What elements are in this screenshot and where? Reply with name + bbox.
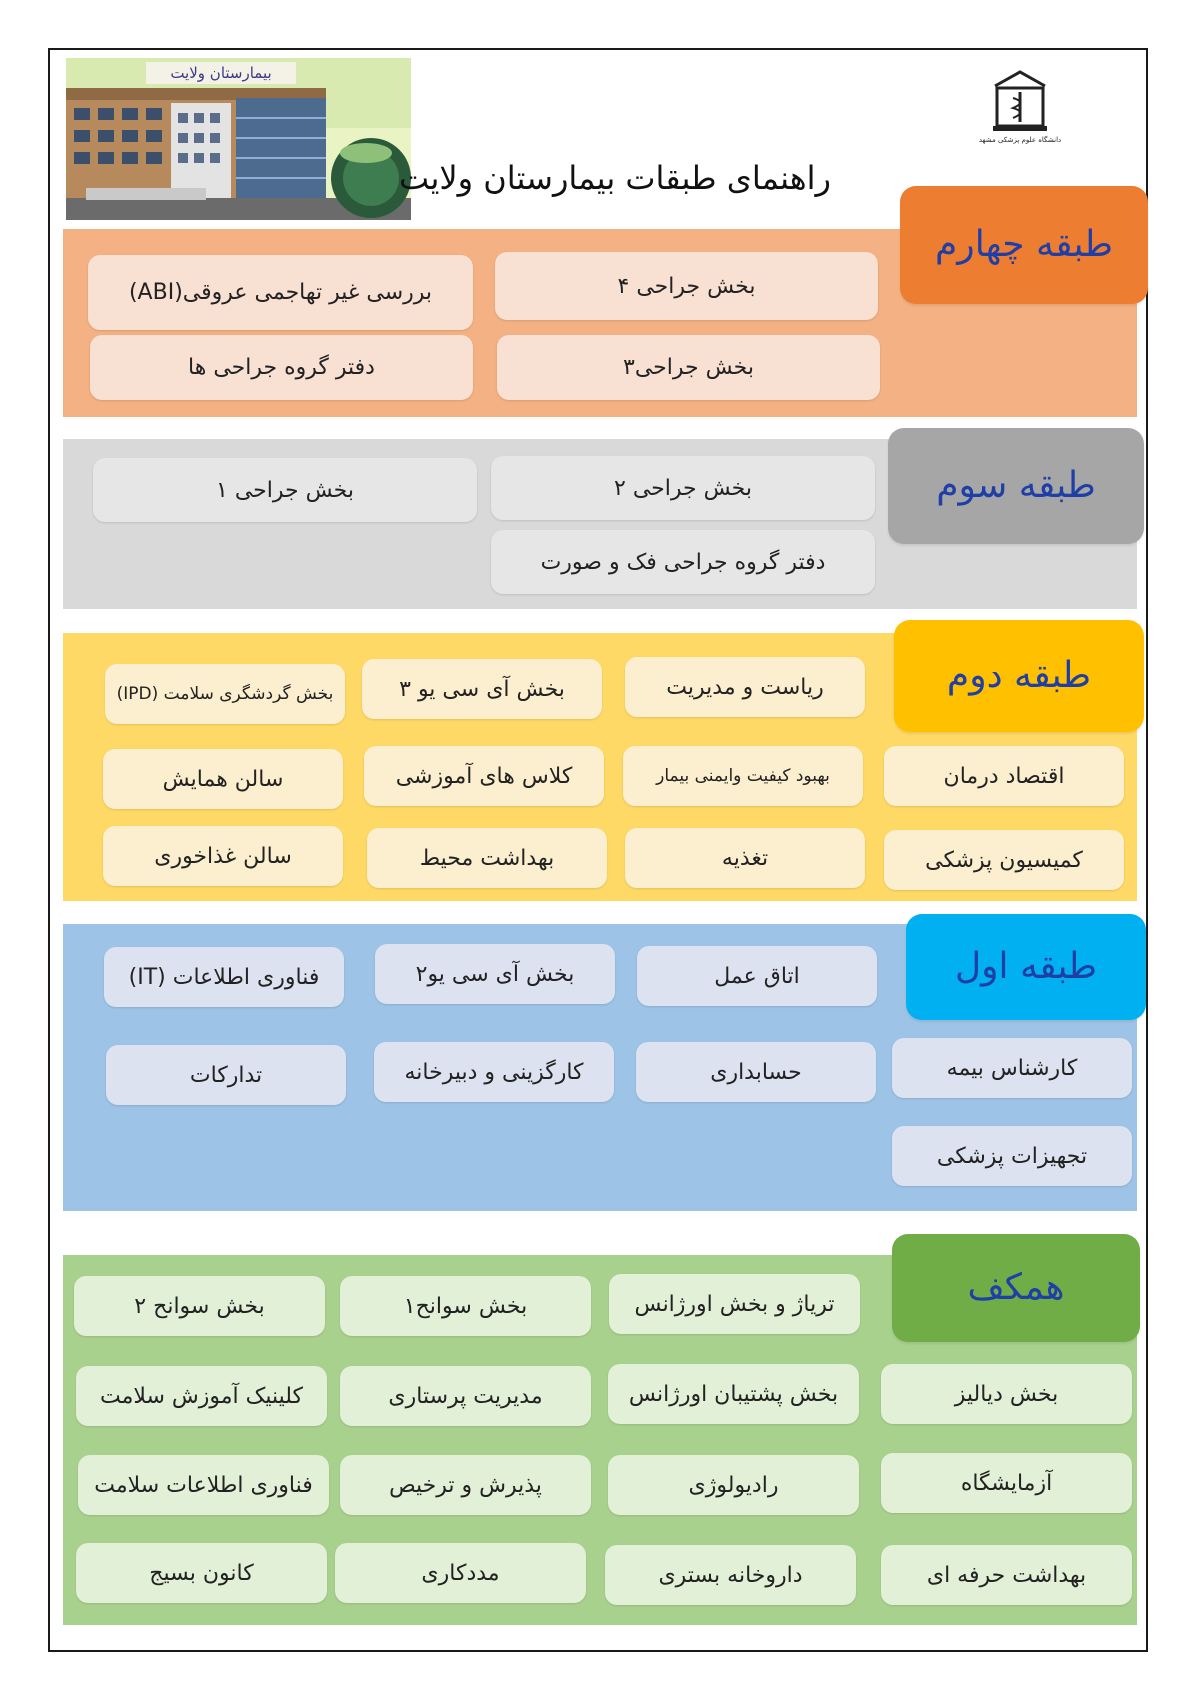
- floor1-item: تجهیزات پزشکی: [892, 1126, 1132, 1186]
- ground-item: مددکاری: [335, 1543, 586, 1603]
- floor3-item: بخش جراحی ۲: [491, 456, 875, 520]
- ground-item: آزمایشگاه: [881, 1453, 1132, 1513]
- floor1-item: فناوری اطلاعات (IT): [104, 947, 344, 1007]
- floor1-label: طبقه اول: [954, 946, 1097, 987]
- floor2-item: اقتصاد درمان: [884, 746, 1124, 806]
- logo-caption: دانشگاه علوم پزشکی مشهد: [978, 136, 1062, 144]
- floor2-item: کلاس های آموزشی: [364, 746, 604, 806]
- floor2-item: بخش آی سی یو ۳: [362, 659, 602, 719]
- ground-item: بخش پشتیبان اورژانس: [608, 1364, 859, 1424]
- ground-item: رادیولوژی: [608, 1455, 859, 1515]
- ground-item: فناوری اطلاعات سلامت: [78, 1455, 329, 1515]
- ground-item: بخش سوانح ۲: [74, 1276, 325, 1336]
- floor2-item: کمیسیون پزشکی: [884, 830, 1124, 890]
- floor4-item: بررسی غیر تهاجمی عروقی(ABI): [88, 255, 473, 330]
- floor4-item: دفتر گروه جراحی ها: [90, 335, 473, 400]
- floor1-tab: [906, 914, 1146, 1020]
- floor1-item: کارشناس بیمه: [892, 1038, 1132, 1098]
- floor2-item: سالن همایش: [103, 749, 343, 809]
- ground-tab: [892, 1234, 1140, 1342]
- photo-sign-text: بیمارستان ولایت: [170, 64, 272, 82]
- ground-item: مدیریت پرستاری: [340, 1366, 591, 1426]
- floor2-item: تغذیه: [625, 828, 865, 888]
- ground-item: پذیرش و ترخیص: [340, 1455, 591, 1515]
- floor4-label: طبقه چهارم: [935, 224, 1113, 265]
- floor2-item: بخش گردشگری سلامت (IPD): [105, 664, 345, 724]
- ground-item: داروخانه بستری: [605, 1545, 856, 1605]
- floor2-item: بهبود کیفیت وایمنی بیمار: [623, 746, 863, 806]
- floor4-item: بخش جراحی۳: [497, 335, 880, 400]
- ground-item: کلینیک آموزش سلامت: [76, 1366, 327, 1426]
- page-title: راهنمای طبقات بیمارستان ولایت: [399, 159, 831, 197]
- floor4-tab: [900, 186, 1148, 304]
- ground-item: بخش دیالیز: [881, 1364, 1132, 1424]
- ground-label: همکف: [967, 1267, 1065, 1308]
- floor2-item: سالن غذاخوری: [103, 826, 343, 886]
- floor4-item: بخش جراحی ۴: [495, 252, 878, 320]
- floor1-item: حسابداری: [636, 1042, 876, 1102]
- floor1-item: تدارکات: [106, 1045, 346, 1105]
- floor2-label: طبقه دوم: [946, 655, 1092, 696]
- ground-item: بخش سوانح۱: [340, 1276, 591, 1336]
- floor2-item: بهداشت محیط: [367, 828, 607, 888]
- floor3-item: دفتر گروه جراحی فک و صورت: [491, 530, 875, 594]
- ground-item: کانون بسیج: [76, 1543, 327, 1603]
- hospital-building-photo: [66, 58, 411, 220]
- floor1-item: اتاق عمل: [637, 946, 877, 1006]
- floor3-tab: [888, 428, 1144, 544]
- floor3-label: طبقه سوم: [936, 465, 1096, 506]
- ground-item: تریاژ و بخش اورژانس: [609, 1274, 860, 1334]
- floor3-item: بخش جراحی ۱: [93, 458, 477, 522]
- university-logo: [978, 68, 1062, 148]
- floor2-tab: [894, 620, 1144, 732]
- floor2-item: ریاست و مدیریت: [625, 657, 865, 717]
- floor1-item: بخش آی سی یو۲: [375, 944, 615, 1004]
- ground-item: بهداشت حرفه ای: [881, 1545, 1132, 1605]
- floor1-item: کارگزینی و دبیرخانه: [374, 1042, 614, 1102]
